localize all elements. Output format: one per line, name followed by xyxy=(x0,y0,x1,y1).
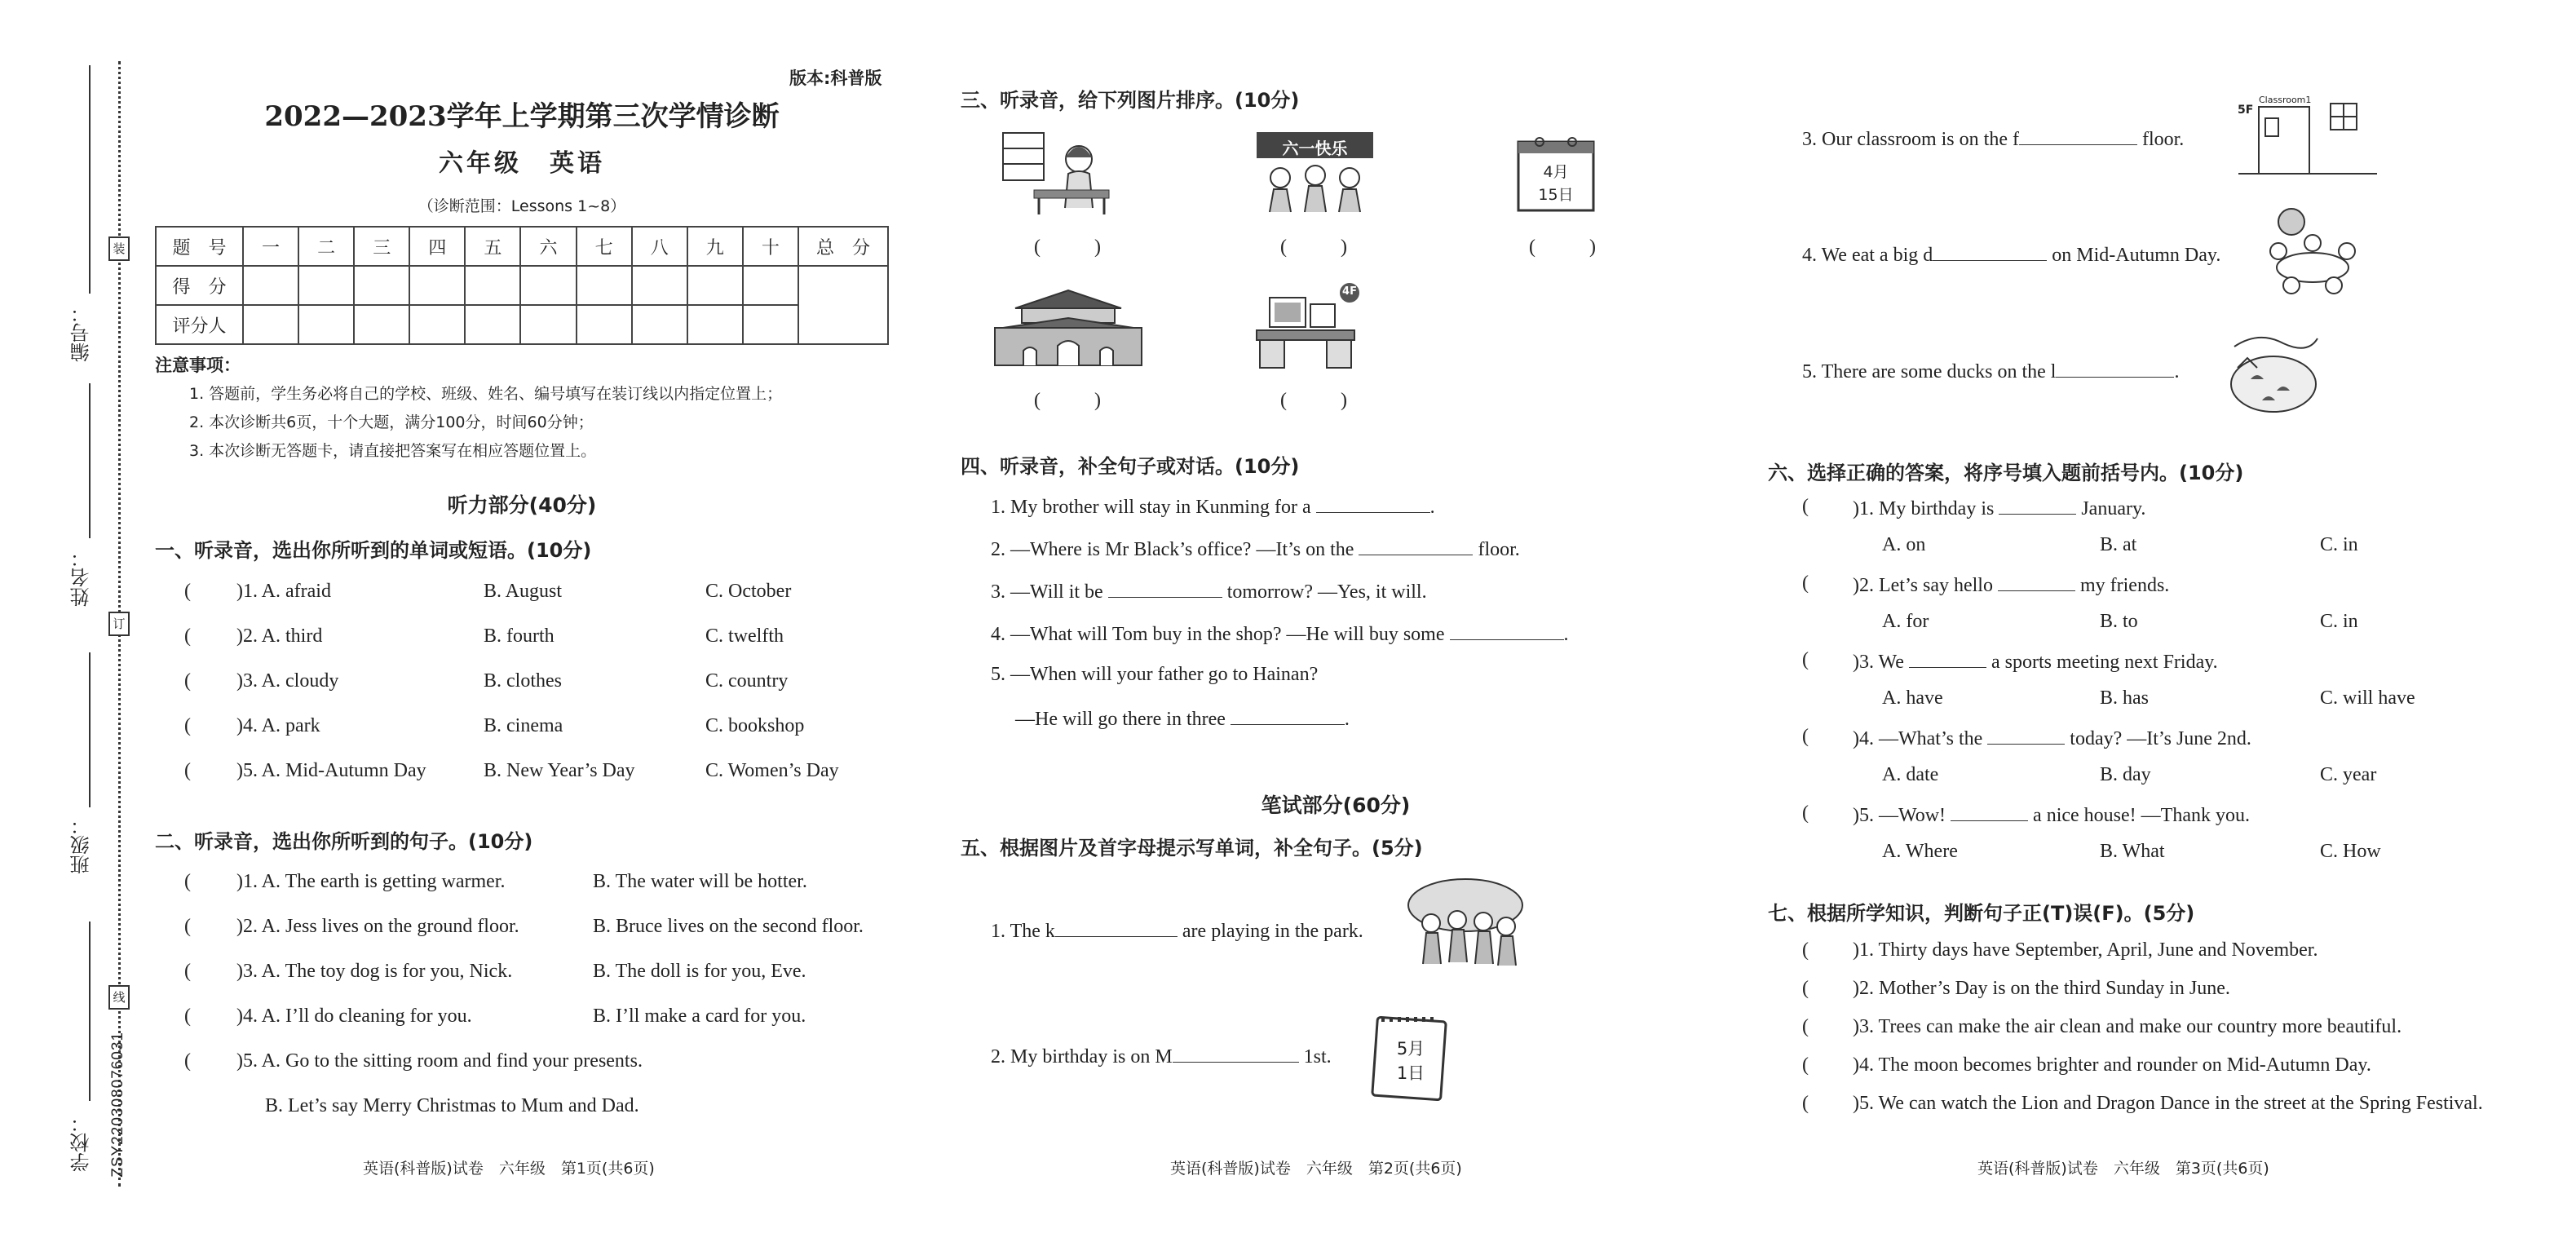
score-cell[interactable] xyxy=(577,266,632,305)
answer-paren[interactable]: ( xyxy=(1802,1054,1809,1076)
page-2-footer: 英语(科普版)试卷 六年级 第2页(共6页) xyxy=(1170,1160,1462,1178)
s1-option-c: C. country xyxy=(705,670,789,692)
s2-option-b: B. I’ll make a card for you. xyxy=(593,1006,806,1027)
score-header-cell: 七 xyxy=(577,227,632,266)
number-field-line xyxy=(89,65,91,294)
answer-blank[interactable] xyxy=(1316,494,1430,513)
answer-blank[interactable] xyxy=(1999,496,2076,515)
written-part-title: 笔试部分(60分) xyxy=(1261,793,1411,817)
s5-question-1: 1. The k are playing in the park. xyxy=(991,918,1363,943)
section-3-title: 三、听录音，给下列图片排序。(10分) xyxy=(961,89,1300,112)
s1-option-a: )2. A. third xyxy=(236,625,323,647)
s6-option-b: B. to xyxy=(2100,611,2138,632)
score-header-cell: 十 xyxy=(743,227,798,266)
binding-mark-ding: 订 xyxy=(108,612,130,636)
s1-option-c: C. bookshop xyxy=(705,715,805,736)
answer-paren[interactable]: ( xyxy=(184,961,191,982)
school-label: 学校： xyxy=(70,1113,93,1172)
s1-option-a: )1. A. afraid xyxy=(236,581,331,602)
classroom-sign: Classroom1 xyxy=(2259,95,2312,105)
answer-blank[interactable] xyxy=(2019,126,2137,145)
grader-cell[interactable] xyxy=(243,305,298,344)
grader-cell[interactable] xyxy=(520,305,576,344)
school-field-line xyxy=(89,922,91,1101)
answer-blank[interactable] xyxy=(1909,649,1986,668)
score-cell[interactable] xyxy=(465,266,520,305)
picture-girl-studying xyxy=(1001,126,1111,216)
s1-option-b: B. New Year’s Day xyxy=(484,760,635,781)
s2-option-b: B. The water will be hotter. xyxy=(593,871,807,892)
score-row-label: 得 分 xyxy=(156,266,243,305)
s6-option-c: C. in xyxy=(2320,534,2358,555)
answer-blank[interactable] xyxy=(1055,918,1178,937)
total-score-cell[interactable] xyxy=(798,266,888,344)
order-bracket[interactable]: ( ) xyxy=(1280,236,1372,258)
order-bracket[interactable]: ( ) xyxy=(1529,236,1620,258)
calendar-day: 15日 xyxy=(1538,186,1574,204)
answer-paren[interactable]: ( xyxy=(184,715,191,736)
s4-line-3: 3. —Will it be tomorrow? —Yes, it will. xyxy=(991,579,1427,603)
s2-option-a: )1. A. The earth is getting warmer. xyxy=(236,871,506,892)
score-header-cell: 六 xyxy=(520,227,576,266)
s4-line-4: 4. —What will Tom buy in the shop? —He will buy some . xyxy=(991,621,1569,646)
version-label: 版本:科普版 xyxy=(789,69,882,88)
score-cell[interactable] xyxy=(298,266,354,305)
picture-kids-park xyxy=(1398,873,1533,970)
order-bracket[interactable]: ( ) xyxy=(1034,236,1125,258)
s6-question: )4. —What’s the today? —It’s June 2nd. xyxy=(1853,726,2251,750)
number-label: 编号： xyxy=(70,303,93,362)
page-3-footer: 英语(科普版)试卷 六年级 第3页(共6页) xyxy=(1977,1160,2269,1178)
score-header-cell: 一 xyxy=(243,227,298,266)
s1-option-c: C. twelfth xyxy=(705,625,784,647)
s6-question: )3. We a sports meeting next Friday. xyxy=(1853,649,2218,674)
section-4-title: 四、听录音，补全句子或对话。(10分) xyxy=(961,455,1300,478)
grader-row-label: 评分人 xyxy=(156,305,243,344)
answer-blank[interactable] xyxy=(1359,537,1473,555)
score-cell[interactable] xyxy=(743,266,798,305)
score-header-cell: 总 分 xyxy=(798,227,888,266)
s6-option-a: A. on xyxy=(1882,534,1926,555)
score-cell[interactable] xyxy=(687,266,743,305)
answer-paren[interactable]: ( xyxy=(1802,726,1809,747)
s2-option-a: )2. A. Jess lives on the ground floor. xyxy=(236,916,519,937)
s7-statement: )2. Mother’s Day is on the third Sunday in June. xyxy=(1853,978,2230,999)
picture-ducks-lake xyxy=(2226,330,2324,420)
s1-option-c: C. October xyxy=(705,581,792,602)
s7-statement: )3. Trees can make the air clean and make our country more beautiful. xyxy=(1853,1016,2402,1037)
s1-option-b: B. clothes xyxy=(484,670,562,692)
s6-option-a: A. date xyxy=(1882,764,1939,785)
answer-paren[interactable]: ( xyxy=(184,1006,191,1027)
s5-question-4: 4. We eat a big d on Mid-Autumn Day. xyxy=(1802,242,2220,267)
picture-classroom-door xyxy=(2234,94,2381,175)
grader-cell[interactable] xyxy=(465,305,520,344)
s7-statement: )4. The moon becomes brighter and rounder on Mid-Autumn Day. xyxy=(1853,1054,2371,1076)
s1-option-b: B. cinema xyxy=(484,715,563,736)
name-label: 姓名： xyxy=(70,548,93,607)
exam-subtitle: 六年级 英语 xyxy=(439,149,605,178)
floor-sign: 4F xyxy=(1342,285,1357,298)
answer-blank[interactable] xyxy=(1450,621,1564,640)
score-header-cell: 四 xyxy=(409,227,465,266)
answer-paren[interactable]: ( xyxy=(1802,572,1809,594)
s7-statement: )5. We can watch the Lion and Dragon Dance in the street at the Spring Festival. xyxy=(1853,1093,2483,1114)
s6-option-c: C. in xyxy=(2320,611,2358,632)
grader-cell[interactable] xyxy=(743,305,798,344)
section-5-title: 五、根据图片及首字母提示写单词，补全句子。(5分) xyxy=(961,837,1423,860)
binding-mark-xian: 线 xyxy=(108,985,130,1010)
s4-line-2: 2. —Where is Mr Black’s office? —It’s on the floor. xyxy=(991,537,1520,561)
section-1-title: 一、听录音，选出你所听到的单词或短语。(10分) xyxy=(155,539,592,562)
score-cell[interactable] xyxy=(409,266,465,305)
s1-option-b: B. August xyxy=(484,581,563,602)
score-cell[interactable] xyxy=(632,266,687,305)
s4-line-1: 1. My brother will stay in Kunming for a . xyxy=(991,494,1435,519)
s6-question: )5. —Wow! a nice house! —Thank you. xyxy=(1853,802,2250,827)
answer-blank[interactable] xyxy=(1951,802,2028,821)
s6-option-a: A. for xyxy=(1882,611,1929,632)
note-item: 2. 本次诊断共6页，十个大题，满分100分，时间60分钟； xyxy=(189,413,594,431)
answer-paren[interactable]: ( xyxy=(1802,802,1809,824)
score-cell[interactable] xyxy=(243,266,298,305)
answer-paren[interactable]: ( xyxy=(184,916,191,937)
grader-cell[interactable] xyxy=(298,305,354,344)
order-bracket[interactable]: ( ) xyxy=(1280,390,1372,411)
note-item: 1. 答题前，学生务必将自己的学校、班级、姓名、编号填写在装订线以内指定位置上； xyxy=(189,385,783,403)
s7-statement: )1. Thirty days have September, April, June and November. xyxy=(1853,939,2318,961)
s1-option-b: B. fourth xyxy=(484,625,555,647)
s6-option-b: B. has xyxy=(2100,687,2149,709)
s6-option-a: A. have xyxy=(1882,687,1943,709)
s4-line-5: 5. —When will your father go to Hainan? xyxy=(991,664,1319,685)
grader-cell[interactable] xyxy=(577,305,632,344)
s2-option-a: )5. A. Go to the sitting room and find your presents. xyxy=(236,1050,643,1072)
s2-option-b: B. Bruce lives on the second floor. xyxy=(593,916,864,937)
section-6-title: 六、选择正确的答案，将序号填入题前括号内。(10分) xyxy=(1768,462,2244,484)
s2-option-a: )4. A. I’ll do cleaning for you. xyxy=(236,1006,472,1027)
score-table xyxy=(155,226,889,345)
class-label: 班级： xyxy=(70,815,93,874)
class-field-line xyxy=(89,652,91,807)
grader-cell[interactable] xyxy=(354,305,409,344)
s6-question: )2. Let’s say hello my friends. xyxy=(1853,572,2169,597)
listening-part-title: 听力部分(40分) xyxy=(447,493,597,517)
s6-option-c: C. How xyxy=(2320,841,2381,862)
answer-paren[interactable]: ( xyxy=(1802,1093,1809,1114)
s2-option-b: B. Let’s say Merry Christmas to Mum and Dad. xyxy=(265,1095,639,1116)
answer-blank[interactable] xyxy=(1231,706,1345,725)
grader-cell[interactable] xyxy=(632,305,687,344)
answer-paren[interactable]: ( xyxy=(184,871,191,892)
answer-paren[interactable]: ( xyxy=(1802,496,1809,517)
s1-option-a: )5. A. Mid-Autumn Day xyxy=(236,760,426,781)
s6-option-b: B. day xyxy=(2100,764,2151,785)
name-field-line xyxy=(89,383,91,538)
calendar-may-month: 5月 xyxy=(1396,1039,1425,1059)
s6-option-a: A. Where xyxy=(1882,841,1958,862)
score-cell[interactable] xyxy=(520,266,576,305)
childrens-day-banner: 六一快乐 xyxy=(1282,139,1348,158)
answer-paren[interactable]: ( xyxy=(184,1050,191,1072)
s1-option-c: C. Women’s Day xyxy=(705,760,839,781)
answer-blank[interactable] xyxy=(1987,726,2065,745)
calendar-may-day: 1日 xyxy=(1396,1063,1425,1083)
score-header-cell: 题 号 xyxy=(156,227,243,266)
answer-blank[interactable] xyxy=(1173,1044,1299,1063)
exam-scope: （诊断范围：Lessons 1~8） xyxy=(418,197,626,215)
s2-option-b: B. The doll is for you, Eve. xyxy=(593,961,806,982)
exam-title: 2022—2023学年上学期第三次学情诊断 xyxy=(264,100,780,133)
order-bracket[interactable]: ( ) xyxy=(1034,390,1125,411)
score-header-cell: 八 xyxy=(632,227,687,266)
serial-number: ZSY220308076031 xyxy=(109,1032,126,1178)
s1-option-a: )4. A. park xyxy=(236,715,320,736)
grader-cell[interactable] xyxy=(687,305,743,344)
s6-option-c: C. will have xyxy=(2320,687,2415,709)
picture-tiananmen xyxy=(991,285,1146,367)
answer-paren[interactable]: ( xyxy=(184,625,191,647)
notes-heading: 注意事项： xyxy=(155,356,241,375)
score-header-cell: 二 xyxy=(298,227,354,266)
s6-option-b: B. at xyxy=(2100,534,2137,555)
section-7-title: 七、根据所学知识，判断句子正(T)误(F)。(5分) xyxy=(1768,902,2195,925)
answer-paren[interactable]: ( xyxy=(1802,939,1809,961)
s5-question-3: 3. Our classroom is on the f floor. xyxy=(1802,126,2184,151)
answer-paren[interactable]: ( xyxy=(1802,649,1809,670)
s6-option-c: C. year xyxy=(2320,764,2377,785)
s5-question-5: 5. There are some ducks on the l . xyxy=(1802,359,2179,383)
s1-option-a: )3. A. cloudy xyxy=(236,670,339,692)
answer-paren[interactable]: ( xyxy=(184,760,191,781)
picture-mid-autumn-dinner xyxy=(2259,204,2365,298)
answer-paren[interactable]: ( xyxy=(184,670,191,692)
note-item: 3. 本次诊断无答题卡，请直接把答案写在相应答题位置上。 xyxy=(189,442,597,460)
score-header-cell: 九 xyxy=(687,227,743,266)
answer-blank[interactable] xyxy=(2056,359,2174,378)
grader-cell[interactable] xyxy=(409,305,465,344)
s4-line-6: —He will go there in three . xyxy=(1015,706,1350,731)
page-1-footer: 英语(科普版)试卷 六年级 第1页(共6页) xyxy=(363,1160,655,1178)
s6-option-b: B. What xyxy=(2100,841,2165,862)
calendar-month: 4月 xyxy=(1543,163,1569,181)
s6-question: )1. My birthday is January. xyxy=(1853,496,2145,520)
answer-blank[interactable] xyxy=(1998,572,2075,591)
score-header-cell: 三 xyxy=(354,227,409,266)
binding-mark-zhuang: 装 xyxy=(108,236,130,261)
section-2-title: 二、听录音，选出你所听到的句子。(10分) xyxy=(155,830,533,853)
s5-question-2: 2. My birthday is on M 1st. xyxy=(991,1044,1332,1068)
score-header-cell: 五 xyxy=(465,227,520,266)
answer-paren[interactable]: ( xyxy=(1802,978,1809,999)
answer-blank[interactable] xyxy=(1933,242,2047,261)
s2-option-a: )3. A. The toy dog is for you, Nick. xyxy=(236,961,513,982)
score-cell[interactable] xyxy=(354,266,409,305)
answer-blank[interactable] xyxy=(1108,579,1222,598)
answer-paren[interactable]: ( xyxy=(184,581,191,602)
floor-5f-sign: 5F xyxy=(2238,104,2254,117)
answer-paren[interactable]: ( xyxy=(1802,1016,1809,1037)
